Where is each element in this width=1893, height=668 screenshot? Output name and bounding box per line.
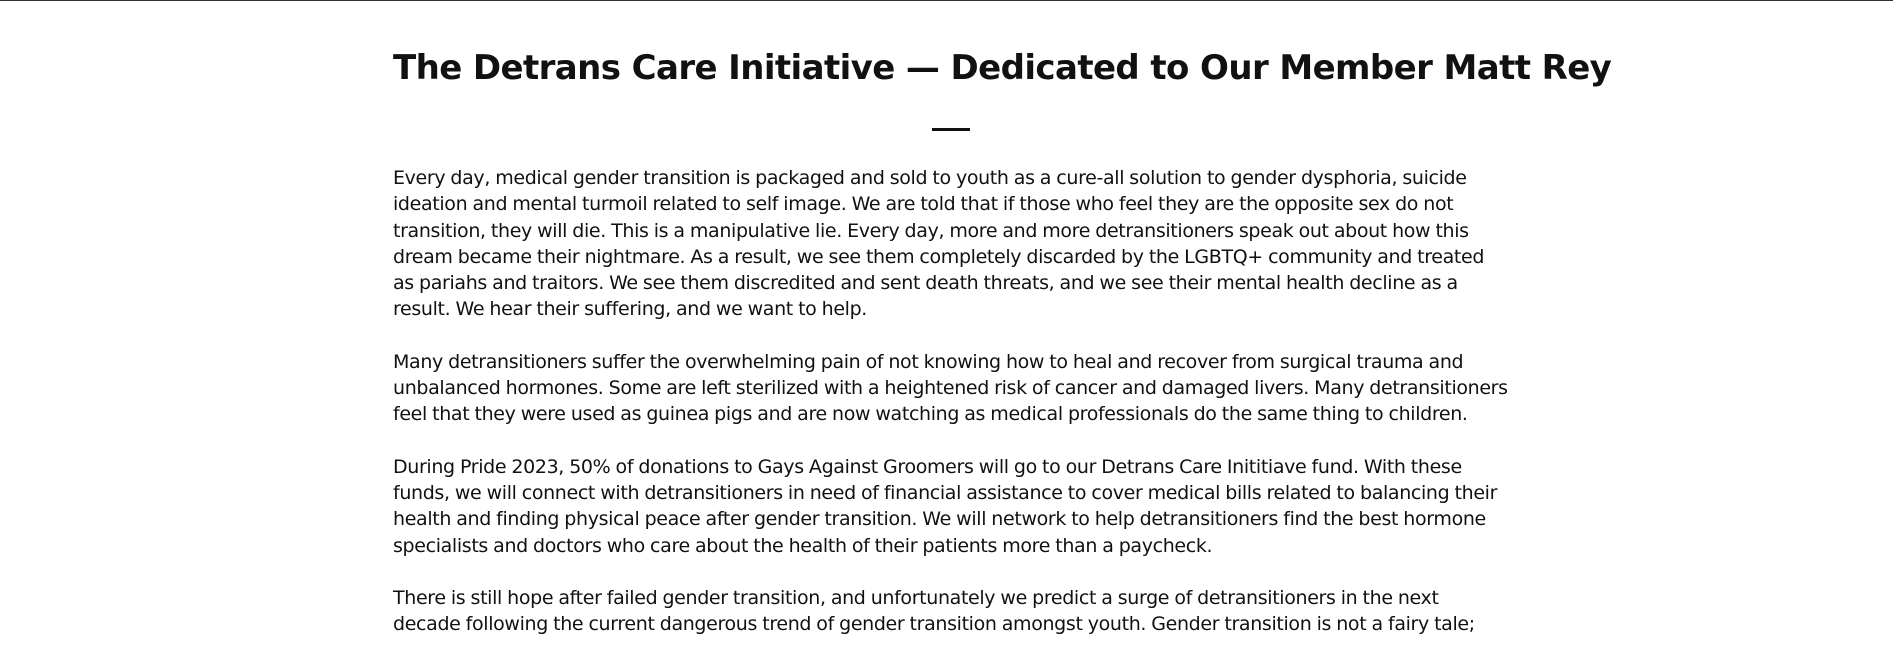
article-body <box>393 165 1508 637</box>
page-title: The Detrans Care Initiative — Dedicated to Our Member Matt Rey <box>393 48 1612 88</box>
article <box>393 44 1612 663</box>
title-divider <box>932 128 970 131</box>
article-paragraph: Many detransitioners suffer the overwhelming pain of not knowing how to heal and recover from surgical trauma and unbalanced hormones. Some are left sterilized with a heightened risk of cancer and damaged livers. Many detransitioners feel that they were used as guinea pigs and are now watching as medical professionals do the same thing to children. <box>393 350 1508 426</box>
article-paragraph: During Pride 2023, 50% of donations to Gays Against Groomers will go to our Detrans Care Inititiave fund. With these funds, we will connect with detransitioners in need of financial assistance to cover medical bills related to balancing their health and finding physical peace after gender transition. We will network to help detransitioners find the best hormone specialists and doctors who care about the health of their patients more than a paycheck. <box>393 455 1498 557</box>
article-paragraph: There is still hope after failed gender transition, and unfortunately we predict a surge of detransitioners in the next decade following the current dangerous trend of gender transition amongst youth. Gender transition is not a fairy tale; <box>393 586 1475 636</box>
top-border <box>0 0 1893 1</box>
article-paragraph: Every day, medical gender transition is packaged and sold to youth as a cure-all solution to gender dysphoria, suicide ideation and mental turmoil related to self image. We are told that if those who feel they are the opposite sex do not transition, they will die. This is a manipulative lie. Every day, more and more detransitioners speak out about how this dream became their nightmare. As a result, we see them completely discarded by the LGBTQ+ community and treated as pariahs and traitors. We see them discredited and sent death threats, and we see their mental health decline as a result. We hear their suffering, and we want to help. <box>393 167 1485 321</box>
